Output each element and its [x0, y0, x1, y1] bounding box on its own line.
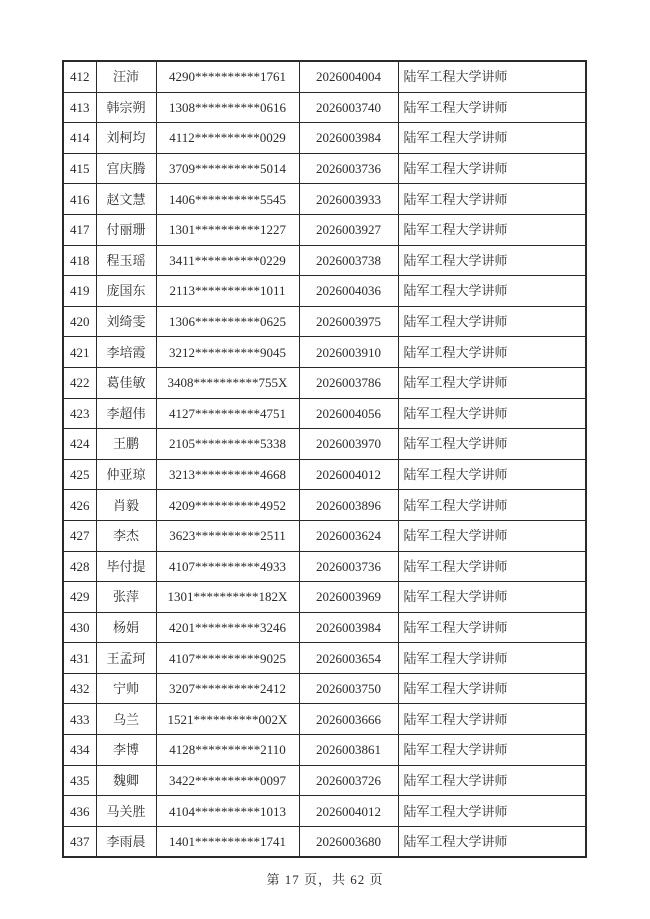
cell-serial: 419	[63, 276, 96, 307]
cell-serial: 413	[63, 92, 96, 123]
table-row	[63, 337, 586, 368]
cell-id-masked: 3623**********2511	[156, 520, 299, 551]
cell-code: 2026003910	[299, 337, 398, 368]
cell-id-masked: 3411**********0229	[156, 245, 299, 276]
cell-code: 2026003984	[299, 612, 398, 643]
cell-name: 王孟珂	[96, 643, 156, 674]
table-row	[63, 214, 586, 245]
table-row	[63, 796, 586, 827]
cell-name: 李培霞	[96, 337, 156, 368]
cell-position: 陆军工程大学讲师	[398, 643, 586, 674]
cell-id-masked: 4127**********4751	[156, 398, 299, 429]
cell-id-masked: 3709**********5014	[156, 153, 299, 184]
cell-name: 付丽珊	[96, 214, 156, 245]
cell-name: 程玉瑶	[96, 245, 156, 276]
cell-serial: 430	[63, 612, 96, 643]
cell-code: 2026003738	[299, 245, 398, 276]
cell-code: 2026003680	[299, 826, 398, 857]
table-row	[63, 490, 586, 521]
cell-position: 陆军工程大学讲师	[398, 490, 586, 521]
cell-position: 陆军工程大学讲师	[398, 92, 586, 123]
table-row	[63, 92, 586, 123]
cell-serial: 431	[63, 643, 96, 674]
cell-serial: 433	[63, 704, 96, 735]
cell-id-masked: 4128**********2110	[156, 735, 299, 766]
cell-serial: 414	[63, 123, 96, 154]
table-row	[63, 520, 586, 551]
cell-id-masked: 1401**********1741	[156, 826, 299, 857]
cell-name: 刘绮雯	[96, 306, 156, 337]
table-row	[63, 276, 586, 307]
cell-serial: 435	[63, 765, 96, 796]
cell-name: 杨娟	[96, 612, 156, 643]
cell-position: 陆军工程大学讲师	[398, 673, 586, 704]
cell-serial: 429	[63, 582, 96, 613]
cell-serial: 437	[63, 826, 96, 857]
cell-serial: 420	[63, 306, 96, 337]
cell-serial: 421	[63, 337, 96, 368]
cell-name: 刘柯均	[96, 123, 156, 154]
cell-serial: 434	[63, 735, 96, 766]
cell-id-masked: 4209**********4952	[156, 490, 299, 521]
cell-code: 2026004012	[299, 796, 398, 827]
table-body	[63, 61, 586, 857]
table-row	[63, 826, 586, 857]
cell-position: 陆军工程大学讲师	[398, 551, 586, 582]
table-row	[63, 459, 586, 490]
cell-code: 2026004036	[299, 276, 398, 307]
cell-code: 2026003736	[299, 551, 398, 582]
cell-position: 陆军工程大学讲师	[398, 306, 586, 337]
cell-code: 2026003969	[299, 582, 398, 613]
cell-position: 陆军工程大学讲师	[398, 704, 586, 735]
cell-id-masked: 4104**********1013	[156, 796, 299, 827]
cell-serial: 418	[63, 245, 96, 276]
cell-position: 陆军工程大学讲师	[398, 276, 586, 307]
cell-position: 陆军工程大学讲师	[398, 337, 586, 368]
cell-name: 乌兰	[96, 704, 156, 735]
cell-code: 2026003654	[299, 643, 398, 674]
cell-position: 陆军工程大学讲师	[398, 582, 586, 613]
cell-id-masked: 4201**********3246	[156, 612, 299, 643]
cell-id-masked: 3408**********755X	[156, 367, 299, 398]
cell-code: 2026003927	[299, 214, 398, 245]
cell-serial: 432	[63, 673, 96, 704]
cell-position: 陆军工程大学讲师	[398, 398, 586, 429]
table-row	[63, 673, 586, 704]
cell-serial: 422	[63, 367, 96, 398]
table-row	[63, 245, 586, 276]
cell-name: 李超伟	[96, 398, 156, 429]
table-row	[63, 367, 586, 398]
cell-id-masked: 1301**********182X	[156, 582, 299, 613]
cell-position: 陆军工程大学讲师	[398, 735, 586, 766]
cell-serial: 415	[63, 153, 96, 184]
cell-serial: 425	[63, 459, 96, 490]
table-row	[63, 735, 586, 766]
cell-id-masked: 4290**********1761	[156, 61, 299, 92]
cell-code: 2026003740	[299, 92, 398, 123]
cell-code: 2026004004	[299, 61, 398, 92]
cell-serial: 412	[63, 61, 96, 92]
roster-table	[62, 60, 587, 858]
cell-position: 陆军工程大学讲师	[398, 612, 586, 643]
table-row	[63, 551, 586, 582]
cell-position: 陆军工程大学讲师	[398, 214, 586, 245]
cell-id-masked: 3213**********4668	[156, 459, 299, 490]
table-row	[63, 306, 586, 337]
cell-name: 葛佳敏	[96, 367, 156, 398]
cell-id-masked: 1306**********0625	[156, 306, 299, 337]
cell-name: 宫庆腾	[96, 153, 156, 184]
table-row	[63, 429, 586, 460]
cell-id-masked: 2113**********1011	[156, 276, 299, 307]
cell-id-masked: 3422**********0097	[156, 765, 299, 796]
table-row	[63, 123, 586, 154]
cell-name: 庞国东	[96, 276, 156, 307]
cell-name: 李雨晨	[96, 826, 156, 857]
cell-position: 陆军工程大学讲师	[398, 123, 586, 154]
cell-serial: 436	[63, 796, 96, 827]
cell-serial: 423	[63, 398, 96, 429]
cell-name: 汪沛	[96, 61, 156, 92]
cell-name: 张萍	[96, 582, 156, 613]
cell-name: 魏卿	[96, 765, 156, 796]
cell-position: 陆军工程大学讲师	[398, 153, 586, 184]
cell-name: 仲亚琼	[96, 459, 156, 490]
cell-id-masked: 1308**********0616	[156, 92, 299, 123]
cell-id-masked: 3207**********2412	[156, 673, 299, 704]
cell-code: 2026003666	[299, 704, 398, 735]
cell-id-masked: 4107**********4933	[156, 551, 299, 582]
cell-code: 2026003975	[299, 306, 398, 337]
table-row	[63, 398, 586, 429]
cell-serial: 417	[63, 214, 96, 245]
cell-serial: 424	[63, 429, 96, 460]
cell-id-masked: 2105**********5338	[156, 429, 299, 460]
cell-name: 王鹏	[96, 429, 156, 460]
cell-name: 马关胜	[96, 796, 156, 827]
cell-code: 2026003984	[299, 123, 398, 154]
cell-position: 陆军工程大学讲师	[398, 245, 586, 276]
cell-serial: 427	[63, 520, 96, 551]
cell-name: 肖毅	[96, 490, 156, 521]
cell-id-masked: 4112**********0029	[156, 123, 299, 154]
cell-code: 2026004056	[299, 398, 398, 429]
cell-code: 2026003786	[299, 367, 398, 398]
cell-id-masked: 4107**********9025	[156, 643, 299, 674]
cell-code: 2026003750	[299, 673, 398, 704]
cell-code: 2026003736	[299, 153, 398, 184]
cell-name: 李杰	[96, 520, 156, 551]
cell-code: 2026003861	[299, 735, 398, 766]
cell-position: 陆军工程大学讲师	[398, 459, 586, 490]
cell-id-masked: 3212**********9045	[156, 337, 299, 368]
table-row	[63, 153, 586, 184]
cell-name: 韩宗朔	[96, 92, 156, 123]
table-row	[63, 704, 586, 735]
cell-position: 陆军工程大学讲师	[398, 61, 586, 92]
cell-serial: 416	[63, 184, 96, 215]
cell-code: 2026004012	[299, 459, 398, 490]
cell-serial: 428	[63, 551, 96, 582]
cell-code: 2026003933	[299, 184, 398, 215]
table-row	[63, 612, 586, 643]
cell-name: 毕付提	[96, 551, 156, 582]
table-row	[63, 184, 586, 215]
cell-id-masked: 1406**********5545	[156, 184, 299, 215]
cell-position: 陆军工程大学讲师	[398, 367, 586, 398]
cell-code: 2026003896	[299, 490, 398, 521]
table-row	[63, 765, 586, 796]
cell-id-masked: 1521**********002X	[156, 704, 299, 735]
cell-position: 陆军工程大学讲师	[398, 826, 586, 857]
cell-name: 李博	[96, 735, 156, 766]
cell-position: 陆军工程大学讲师	[398, 796, 586, 827]
table-row	[63, 582, 586, 613]
cell-code: 2026003726	[299, 765, 398, 796]
cell-code: 2026003970	[299, 429, 398, 460]
cell-position: 陆军工程大学讲师	[398, 429, 586, 460]
table-row	[63, 61, 586, 92]
cell-position: 陆军工程大学讲师	[398, 520, 586, 551]
table-row	[63, 643, 586, 674]
page-number-footer: 第 17 页，共 62 页	[266, 872, 384, 887]
cell-position: 陆军工程大学讲师	[398, 184, 586, 215]
cell-id-masked: 1301**********1227	[156, 214, 299, 245]
cell-serial: 426	[63, 490, 96, 521]
cell-position: 陆军工程大学讲师	[398, 765, 586, 796]
cell-code: 2026003624	[299, 520, 398, 551]
cell-name: 赵文慧	[96, 184, 156, 215]
cell-name: 宁帅	[96, 673, 156, 704]
